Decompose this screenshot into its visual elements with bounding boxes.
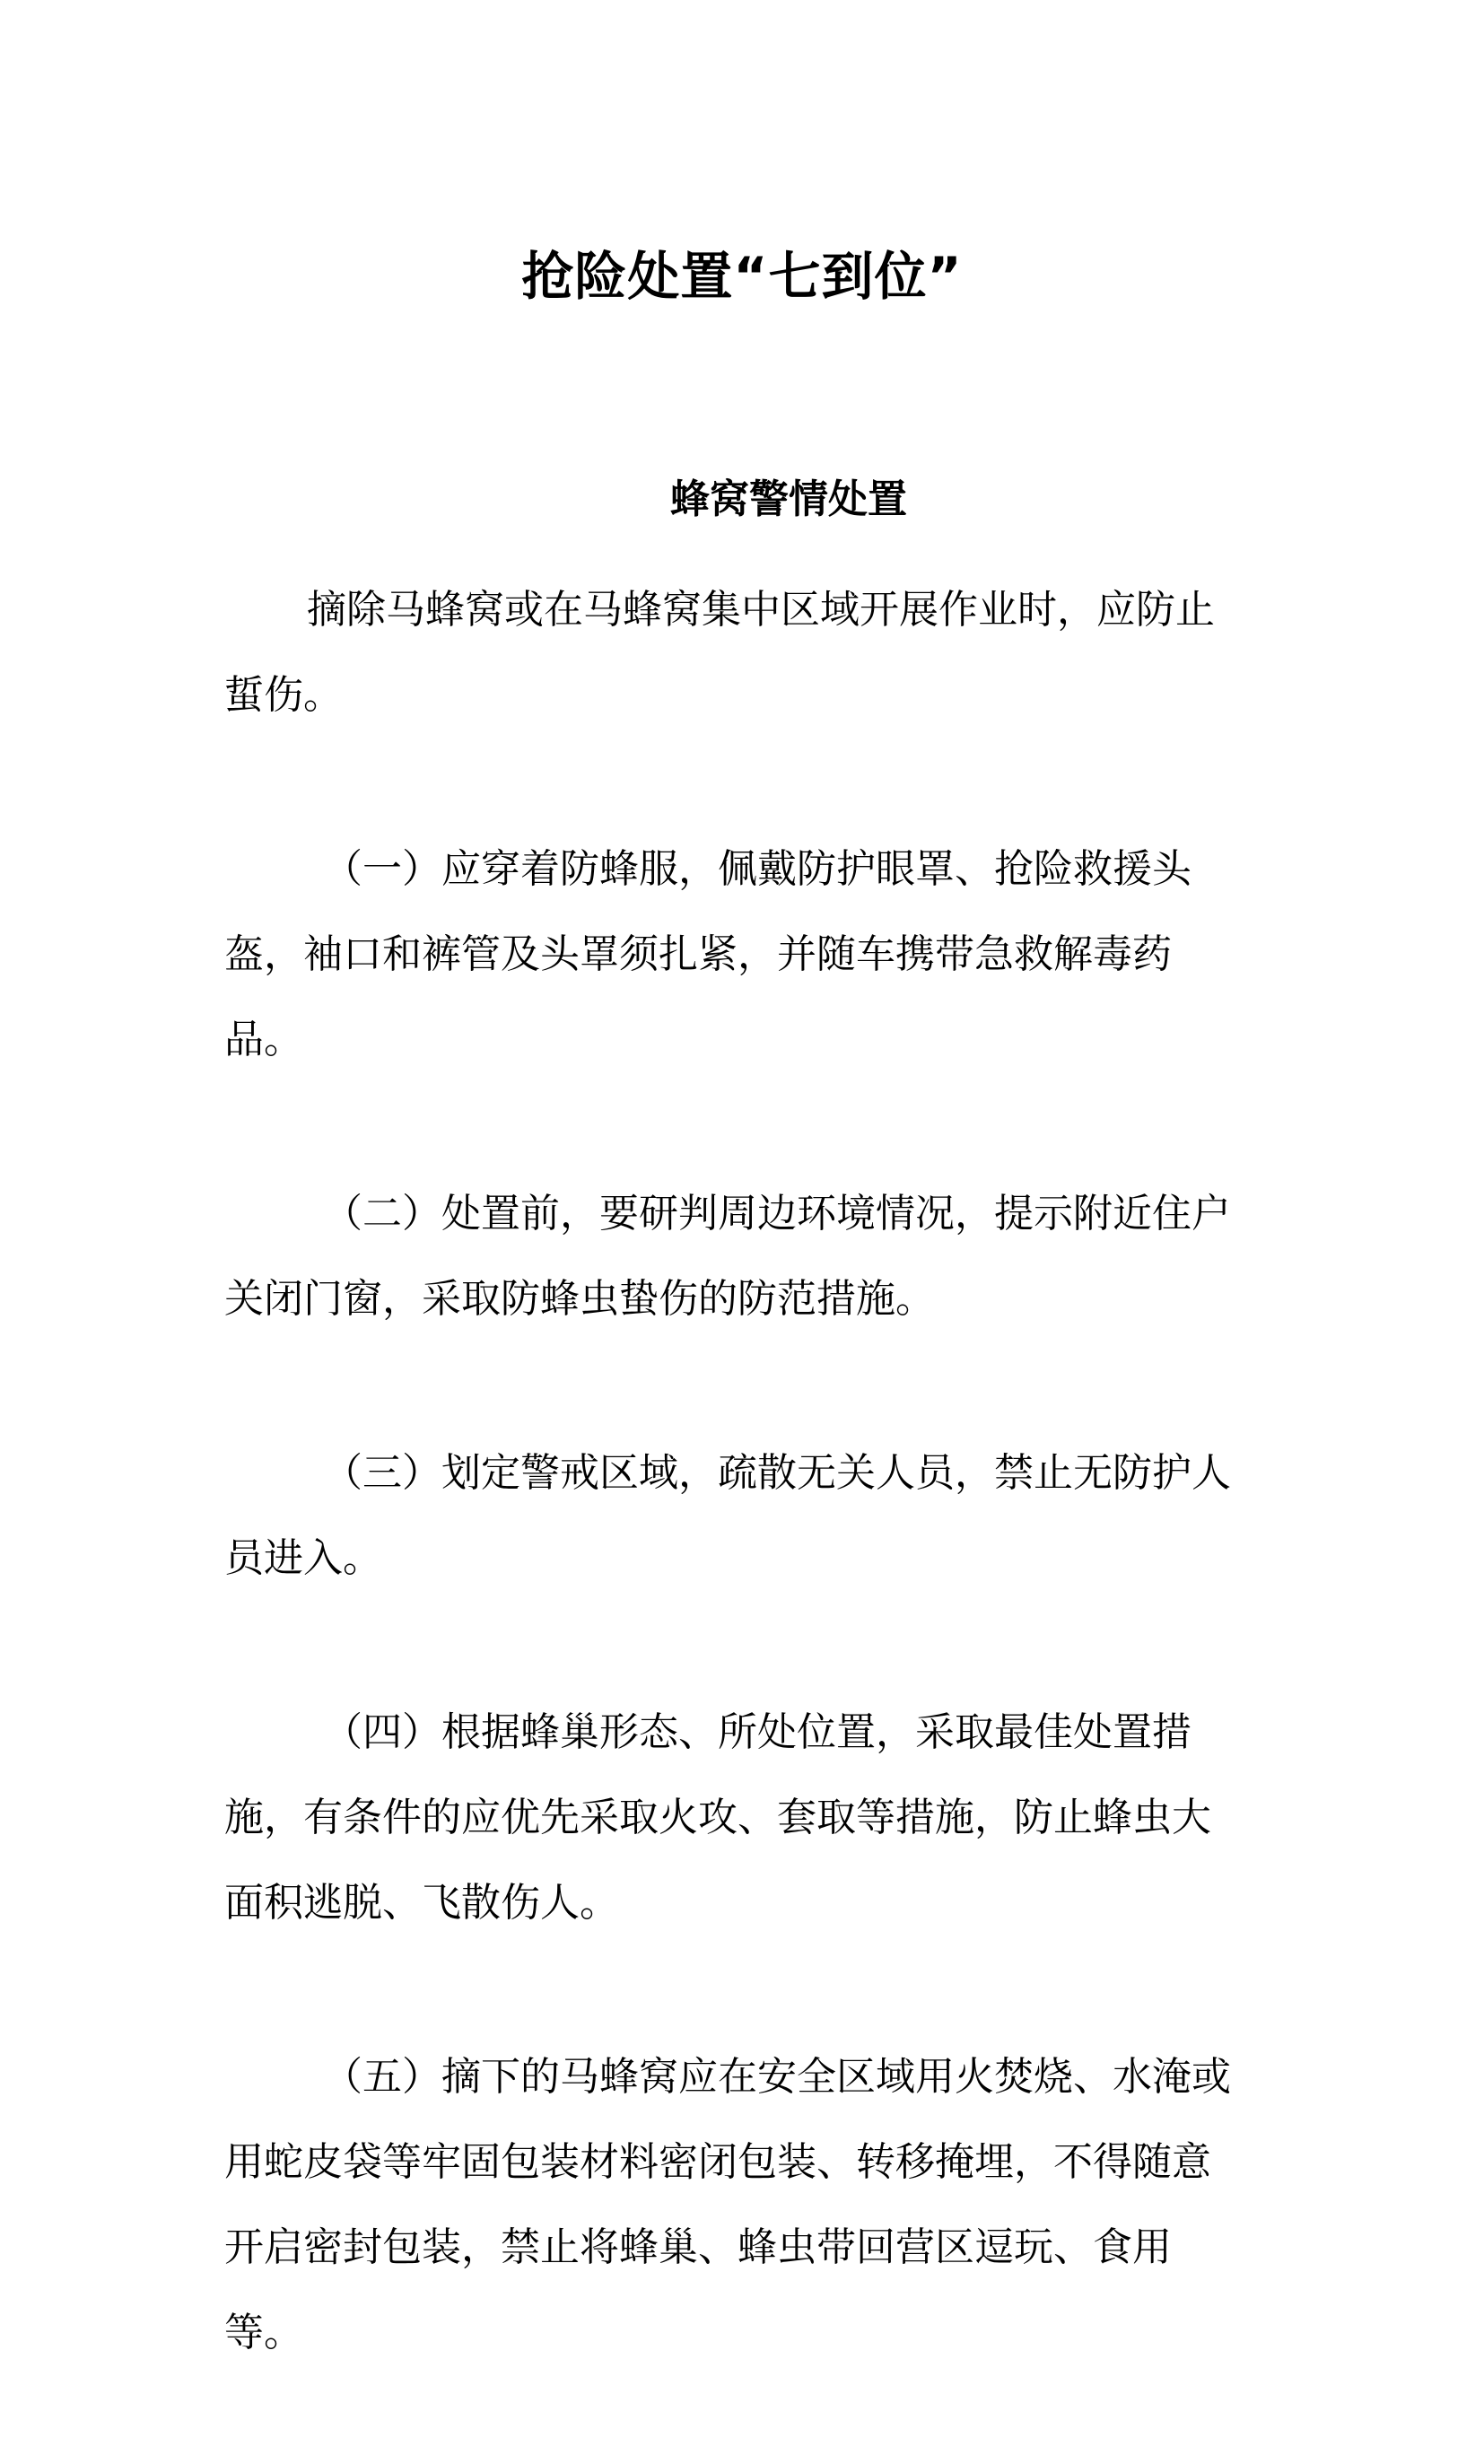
list-item-5: （五）摘下的马蜂窝应在安全区域用火焚烧、水淹或用蛇皮袋等牢固包装材料密闭包装、转移掩埋，不得随意开启密封包装，禁止将蜂巢、蜂虫带回营区逗玩、食用等。 xyxy=(224,2054,1231,2355)
section-title: 蜂窝警情处置 xyxy=(670,476,907,522)
document-body xyxy=(224,567,1240,2464)
list-item-2: （二）处置前，要研判周边环境情况，提示附近住户关闭门窗，采取防蜂虫蛰伤的防范措施。 xyxy=(224,1191,1231,1322)
list-item-4: （四）根据蜂巢形态、所处位置，采取最佳处置措施，有条件的应优先采取火攻、套取等措施，防止蜂虫大面积逃脱、飞散伤人。 xyxy=(224,1709,1211,1926)
intro-paragraph: 摘除马蜂窝或在马蜂窝集中区域开展作业时，应防止蜇伤。 xyxy=(224,587,1215,718)
document-title: 抢险处置“七到位” xyxy=(521,246,963,307)
list-item-3: （三）划定警戒区域，疏散无关人员，禁止无防护人员进入。 xyxy=(224,1450,1231,1581)
list-item-1: （一）应穿着防蜂服，佩戴防护眼罩、抢险救援头盔，袖口和裤管及头罩须扎紧，并随车携带急救解毒药品。 xyxy=(224,846,1192,1062)
